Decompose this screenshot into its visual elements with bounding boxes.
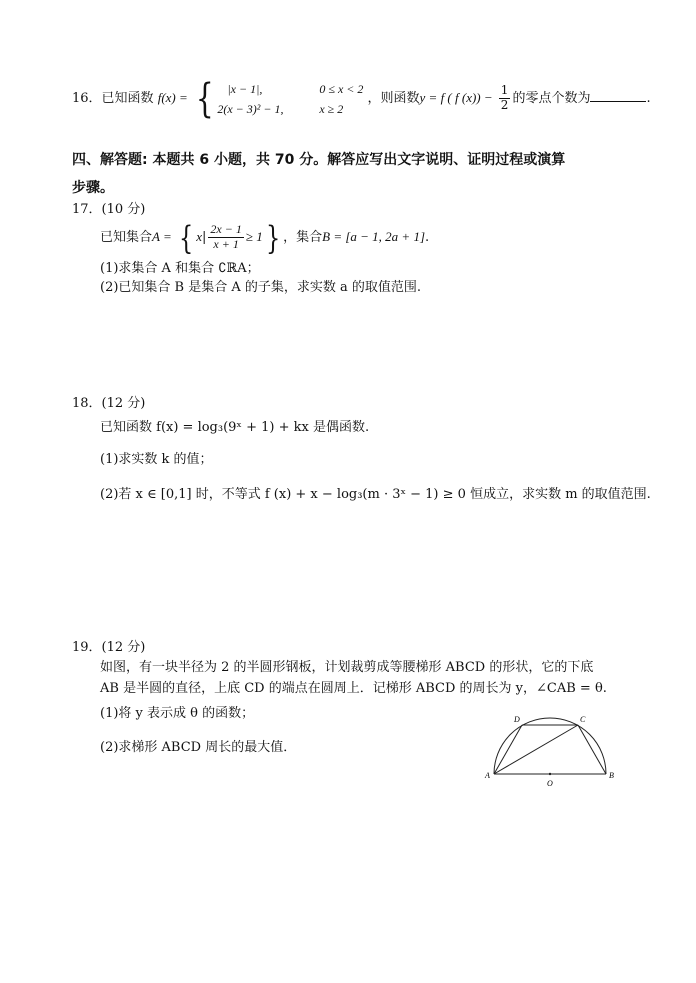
label-C: C xyxy=(580,715,586,724)
q17-end: . xyxy=(425,230,430,245)
q17-part1: (1)求集合 A 和集合 ∁ℝA； xyxy=(100,261,260,276)
q19-line1: 如图，有一块半径为 2 的半圆形钢板，计划裁剪成等腰梯形 ABCD 的形状，它的下底 xyxy=(100,660,594,675)
q17-lead: 已知集合 xyxy=(100,230,153,245)
label-O: O xyxy=(547,779,553,788)
q16-half: $\frac{1}{2}$ xyxy=(500,83,509,112)
q17-brace-left: { xyxy=(178,218,194,257)
q17-mid: ，集合 xyxy=(283,230,323,245)
q16-case2-cond: x ≥ 2 xyxy=(319,101,344,116)
q16-case2-expr: 2(x − 3)² − 1, xyxy=(217,101,284,116)
q16-lead: 已知函数 xyxy=(101,91,154,106)
q17-brace-right: } xyxy=(265,218,281,257)
q16-mid: ，则函数 xyxy=(367,91,420,106)
semicircle-arc xyxy=(494,718,606,774)
q17-ge1: ≥ 1 xyxy=(245,229,263,244)
q19-head: 19．(12 分) xyxy=(72,640,146,655)
q17-line1: 已知集合A = { x| $\frac{2x - 1}{x + 1}$ ≥ 1} ，集合B = [a − 1, 2a + 1]. xyxy=(100,218,430,257)
side-AD xyxy=(494,725,522,774)
q16-brace: { xyxy=(195,75,214,122)
q17-fraction: $\frac{2x - 1}{x + 1}$ xyxy=(210,222,242,251)
q19-part2: (2)求梯形 ABCD 周长的最大值． xyxy=(100,740,297,755)
q16-func: f(x) = xyxy=(157,90,188,105)
label-D: D xyxy=(514,715,520,724)
q19-part1: (1)将 y 表示成 θ 的函数； xyxy=(100,706,255,721)
q18-head: 18．(12 分) xyxy=(72,396,146,411)
q17-head: 17．(10 分) xyxy=(72,202,146,217)
q16-case1-expr: |x − 1|, xyxy=(227,81,263,96)
q17-part2: (2)已知集合 B 是集合 A 的子集，求实数 a 的取值范围. xyxy=(100,280,422,295)
q18-part1: (1)求实数 k 的值； xyxy=(100,452,213,467)
q16-line xyxy=(72,75,651,122)
q16-cases xyxy=(217,79,363,119)
q16-case1-cond: 0 ≤ x < 2 xyxy=(319,81,364,96)
q16-end: . xyxy=(646,91,651,106)
q17-setB: B = [a − 1, 2a + 1] xyxy=(322,229,426,244)
q16-tail: 的零点个数为 xyxy=(512,91,591,106)
q16-number: 16． xyxy=(72,91,102,106)
section4-title-cont: 步骤。 xyxy=(72,180,114,196)
q19-figure xyxy=(484,710,624,790)
q18-line1: 已知函数 f(x) = log₃(9ˣ + 1) + kx 是偶函数. xyxy=(100,420,370,435)
q19-line2: AB 是半圆的直径，上底 CD 的端点在圆周上．记梯形 ABCD 的周长为 y，∠CAB = θ. xyxy=(100,681,607,696)
q17-setA-left: A = xyxy=(152,229,172,244)
diagonal-AC xyxy=(494,725,578,774)
label-B: B xyxy=(609,771,614,780)
q16-answer-blank xyxy=(590,89,646,102)
label-A: A xyxy=(485,771,490,780)
q18-part2: (2)若 x ∈ [0,1] 时，不等式 f (x) + x − log₃(m · 3ˣ − 1) ≥ 0 恒成立，求实数 m 的取值范围. xyxy=(100,487,651,502)
q16-yeq: y = f ( f (x)) − xyxy=(419,90,493,105)
q17-setA-x: x xyxy=(196,229,203,244)
side-CB xyxy=(578,725,606,774)
section4-title: 四、解答题: 本题共 6 小题，共 70 分。解答应写出文字说明、证明过程或演算 xyxy=(72,152,566,168)
center-point xyxy=(549,773,551,775)
